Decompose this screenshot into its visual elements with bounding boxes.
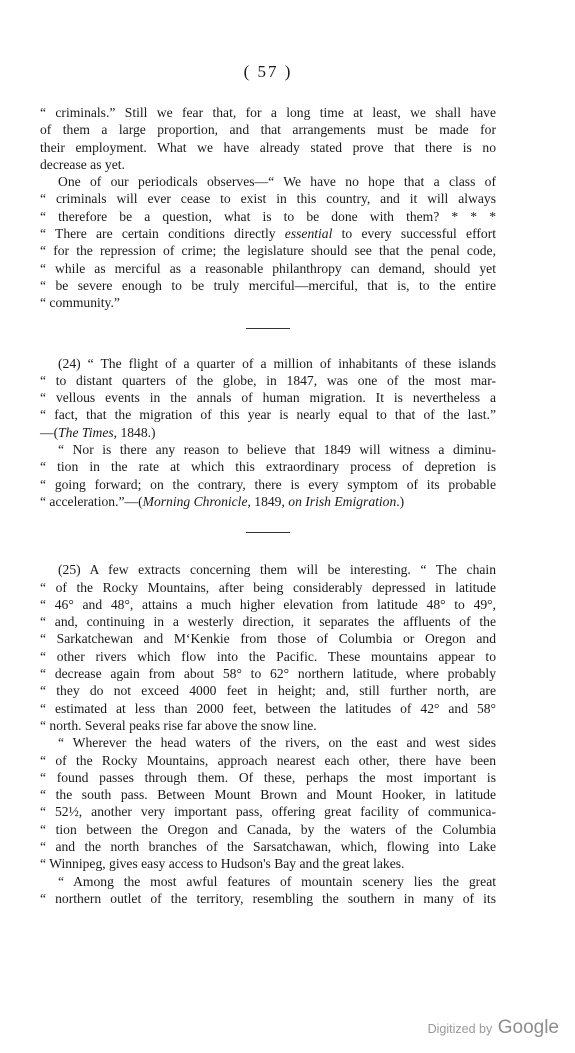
text-line: “ of the Rocky Mountains, approach nearest each other, there have been bbox=[40, 752, 496, 768]
text-line: “ criminals will ever cease to exist in this country, and it will always bbox=[40, 191, 496, 207]
text-line: “ while as merciful as a reasonable philanthropy can demand, should yet bbox=[40, 260, 496, 276]
text-line: “ Sarkatchewan and M‘Kenkie from those of Columbia or Oregon and bbox=[40, 631, 496, 647]
text-line: “ and, continuing in a westerly direction, it separates the affluents of the bbox=[40, 614, 496, 630]
text-line: “ found passes through them. Of these, perhaps the most important is bbox=[40, 769, 496, 785]
book-page bbox=[40, 62, 496, 907]
text-line: “ be severe enough to be truly merciful—merciful, that is, to the entire bbox=[40, 277, 496, 293]
text-line: of them a large proportion, and that arrangements must be made for bbox=[40, 122, 496, 138]
text-line: “ northern outlet of the territory, resembling the southern in many of its bbox=[40, 890, 496, 906]
text-line: “ 46° and 48°, attains a much higher elevation from latitude 48° to 49°, bbox=[40, 596, 496, 612]
text-line: “ north. Several peaks rise far above the snow line. bbox=[40, 717, 317, 733]
text-line: “ Among the most awful features of mountain scenery lies the great bbox=[58, 873, 496, 889]
text-line: “ to distant quarters of the globe, in 1847, was one of the most mar- bbox=[40, 372, 496, 388]
google-logo: Google bbox=[497, 1017, 559, 1038]
text-line: “ vellous events in the annals of human migration. It is nevertheless a bbox=[40, 390, 496, 406]
section-divider bbox=[246, 532, 290, 533]
text-line: One of our periodicals observes—“ We have no hope that a class of bbox=[58, 174, 496, 190]
text-line: “ community.” bbox=[40, 295, 120, 311]
text-line: “ tion between the Oregon and Canada, by the waters of the Columbia bbox=[40, 821, 496, 837]
text-line: “ Nor is there any reason to believe that 1849 will witness a diminu- bbox=[58, 442, 496, 458]
digitized-watermark bbox=[428, 1017, 559, 1039]
text-line: “ decrease again from about 58° to 62° northern latitude, where probably bbox=[40, 666, 496, 682]
text-line: (25) A few extracts concerning them will be interesting. “ The chain bbox=[58, 562, 496, 578]
paragraph-criminals bbox=[40, 104, 496, 173]
text-line: “ therefore be a question, what is to be done with them? * * * bbox=[40, 208, 496, 224]
note-24-continued bbox=[40, 441, 496, 510]
note-25-passes bbox=[40, 734, 496, 872]
page-number: ( 57 ) bbox=[243, 62, 293, 81]
note-25 bbox=[40, 561, 496, 734]
text-line: “ going forward; on the contrary, there is every symptom of its probable bbox=[40, 476, 496, 492]
text-line: “ tion in the rate at which this extraordinary process of depretion is bbox=[40, 459, 496, 475]
text-line: “ 52½, another very important pass, offering great facility of communica- bbox=[40, 804, 496, 820]
text-line: decrease as yet. bbox=[40, 156, 125, 172]
text-line: “ criminals.” Still we fear that, for a long time at least, we shall have bbox=[40, 105, 496, 120]
paragraph-periodicals-quote bbox=[40, 173, 496, 311]
text-line: “ Wherever the head waters of the rivers, on the east and west sides bbox=[58, 735, 496, 751]
text-line: —(The Times, 1848.) bbox=[40, 424, 156, 440]
text-line: “ and the north branches of the Sarsatchawan, which, flowing into Lake bbox=[40, 838, 496, 854]
text-line: “ they do not exceed 4000 feet in height; and, still further north, are bbox=[40, 683, 496, 699]
text-line: “ other rivers which flow into the Pacific. These mountains appear to bbox=[40, 648, 496, 664]
text-line: “ the south pass. Between Mount Brown and Mount Hooker, in latitude bbox=[40, 787, 496, 803]
text-line: “ Winnipeg, gives easy access to Hudson's Bay and the great lakes. bbox=[40, 856, 405, 872]
text-line: “ of the Rocky Mountains, after being considerably depressed in latitude bbox=[40, 579, 496, 595]
note-24 bbox=[40, 355, 496, 441]
section-divider bbox=[246, 328, 290, 329]
text-line: “ There are certain conditions directly essential to every successful effort bbox=[40, 226, 496, 242]
text-line: their employment. What we have already stated prove that there is no bbox=[40, 139, 496, 155]
text-line: (24) “ The flight of a quarter of a million of inhabitants of these islands bbox=[58, 355, 496, 371]
text-line: “ for the repression of crime; the legislature should see that the penal code, bbox=[40, 243, 496, 259]
text-line: “ fact, that the migration of this year is nearly equal to that of the last.” bbox=[40, 407, 496, 423]
note-25-outlet bbox=[40, 873, 496, 908]
text-line: “ acceleration.”—(Morning Chronicle, 1849, on Irish Emigration.) bbox=[40, 493, 405, 509]
watermark-prefix: Digitized by bbox=[427, 1022, 493, 1036]
text-line: “ estimated at less than 2000 feet, between the latitudes of 42° and 58° bbox=[40, 700, 496, 716]
